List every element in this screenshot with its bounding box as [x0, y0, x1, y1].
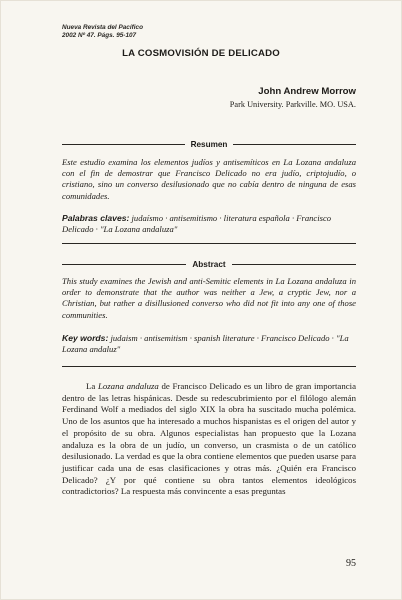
body-lead-title: Lozana andaluza [97, 381, 159, 391]
abstract-keywords-list: judaism · antisemitism · spanish literature · Francisco Delicado · "La Lozana andaluz" [62, 333, 349, 355]
divider [233, 144, 356, 145]
abstract-keywords-label: Key words: [62, 333, 109, 343]
page-number: 95 [346, 558, 356, 569]
resumen-keywords-list: judaísmo · antisemitismo · literatura española · Francisco Delicado · "La Lozana andaluza" [62, 213, 332, 235]
body-paragraph [62, 381, 356, 498]
body-text: de Francisco Delicado es un libro de gran importancia dentro de las letras hispánicas. Desde su redescubrimiento por el filólogo alemán Ferdinand Wolf a mediados del siglo XIX la obra ha suscitado mucha polémica. Uno de los asuntos que ha interesado a muchos hispanistas es el origen del autor y el propósito de su obra. Algunos especialistas han propuesto que la Lozana andaluza es la obra de un judío, un converso, un crasmista o de un católico desilusionado. La verdad es que la obra contiene elementos que pueden usarse para justificar cada una de esas clasificaciones y otras más. ¿Quién era Francisco Delicado? ¿Y por qué contiene su obra tantos elementos ideológicos contradictorios? La respuesta más convincente a esas preguntas [62, 381, 356, 497]
author-name: John Andrew Morrow [258, 86, 356, 97]
resumen-text: Este estudio examina los elementos judíos y antisemíticos en La Lozana andaluza con el fin de demostrar que Francisco Delicado no era judío, criptojudío, o cristiano, sino un converso desilusionado que no cabía dentro de ninguna de esas comunidades. [62, 157, 356, 201]
divider [62, 144, 185, 145]
divider [62, 243, 356, 244]
divider [232, 264, 356, 265]
article-title: LA COSMOVISIÓN DE DELICADO [122, 48, 280, 59]
journal-header [62, 24, 143, 39]
resumen-heading [62, 138, 356, 150]
resumen-keywords [62, 213, 356, 235]
abstract-heading [62, 258, 356, 270]
resumen-keywords-label: Palabras claves: [62, 213, 130, 223]
body-lead: La [86, 381, 98, 391]
journal-issue: 2002 Nº 47. Págs. 95-107 [62, 31, 137, 39]
abstract-text: This study examines the Jewish and anti-Semitic elements in La Lozana andaluza in order to demonstrate that the author was neither a Jew, a cryptic Jew, nor a Christian, but rather a disillusioned converso who did not fit into any one of those communities. [62, 276, 356, 320]
abstract-keywords [62, 333, 356, 355]
author-affiliation: Park University. Parkville. MO. USA. [229, 100, 356, 109]
divider [62, 264, 186, 265]
abstract-label: Abstract [192, 259, 226, 269]
resumen-label: Resumen [190, 139, 228, 149]
journal-name: Nueva Revista del Pacífico [62, 24, 143, 31]
divider [62, 366, 356, 367]
